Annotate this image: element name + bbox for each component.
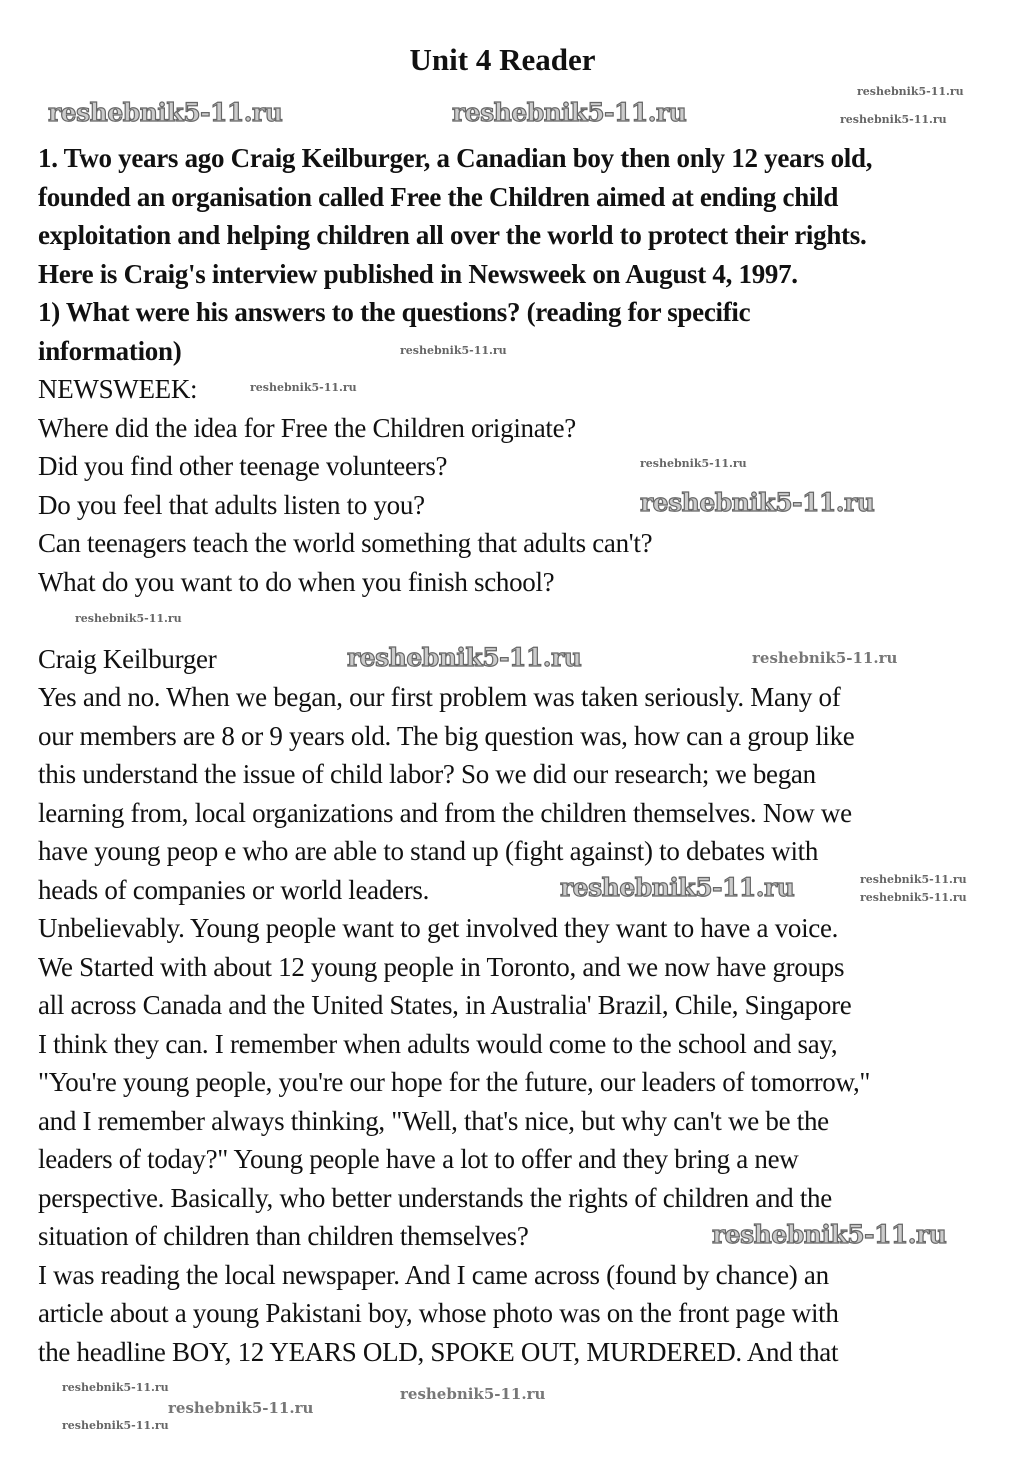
watermark: reshebnik5-11.ru	[400, 344, 507, 357]
questions-label: NEWSWEEK:	[38, 374, 198, 404]
task-line: Here is Craig's interview published in Newsweek on August 4, 1997.	[38, 258, 798, 289]
question: Did you find other teenage volunteers?	[38, 451, 448, 481]
watermark: reshebnik5-11.ru	[400, 1385, 546, 1403]
question: Can teenagers teach the world something that adults can't?	[38, 528, 653, 558]
watermark: reshebnik5-11.ru	[640, 457, 747, 470]
document-body	[38, 139, 875, 1371]
answer-line: I think they can. I remember when adults would come to the school and say,	[38, 1028, 838, 1059]
answer-line: have young peop e who are able to stand up (fight against) to debates with	[38, 836, 819, 866]
watermark: reshebnik5-11.ru	[857, 85, 964, 98]
answer-line: perspective. Basically, who better understands the rights of children and the	[38, 1182, 832, 1213]
task-line: 1) What were his answers to the questions? (reading for specific	[38, 297, 751, 327]
watermark: reshebnik5-11.ru	[560, 873, 795, 902]
answer-line: article about a young Pakistani boy, whose photo was on the front page with	[38, 1298, 839, 1328]
answer-line: heads of companies or world leaders.	[38, 874, 430, 905]
answer-line: situation of children than children themselves?	[38, 1221, 529, 1251]
answer-line: Unbelievably. Young people want to get involved they want to have a voice.	[38, 913, 839, 943]
watermark: reshebnik5-11.ru	[62, 1419, 169, 1432]
answer-line: this understand the issue of child labor? So we did our research; we began	[38, 759, 816, 789]
watermark: reshebnik5-11.ru	[840, 113, 947, 126]
answer-line: We Started with about 12 young people in Toronto, and we now have groups	[38, 951, 845, 982]
watermark: reshebnik5-11.ru	[168, 1399, 314, 1417]
watermark: reshebnik5-11.ru	[452, 98, 687, 127]
question: Do you feel that adults listen to you?	[38, 489, 425, 520]
answer-line: learning from, local organizations and from the children themselves. Now we	[38, 797, 852, 828]
watermark: reshebnik5-11.ru	[48, 98, 283, 127]
task-line: exploitation and helping children all over the world to protect their rights.	[38, 220, 867, 250]
watermark: reshebnik5-11.ru	[860, 873, 967, 886]
answer-line: all across Canada and the United States, in Australia' Brazil, Chile, Singapore	[38, 990, 852, 1020]
task-line: 1. Two years ago Craig Keilburger, a Canadian boy then only 12 years old,	[38, 143, 873, 173]
answer-line: and I remember always thinking, "Well, that's nice, but why can't we be the	[38, 1105, 829, 1136]
task-line: founded an organisation called Free the Children aimed at ending child	[38, 181, 839, 212]
answer-line: "You're young people, you're our hope for the future, our leaders of tomorrow,"	[38, 1067, 871, 1097]
watermark: reshebnik5-11.ru	[712, 1220, 947, 1249]
question: What do you want to do when you finish school?	[38, 566, 555, 597]
answer-line: leaders of today?" Young people have a lot to offer and they bring a new	[38, 1144, 799, 1174]
answer-line: I was reading the local newspaper. And I came across (found by chance) an	[38, 1259, 829, 1290]
question: Where did the idea for Free the Children originate?	[38, 412, 576, 443]
watermark: reshebnik5-11.ru	[250, 381, 357, 394]
watermark: reshebnik5-11.ru	[860, 891, 967, 904]
answer-line: Yes and no. When we began, our first problem was taken seriously. Many of	[38, 682, 841, 712]
watermark: reshebnik5-11.ru	[75, 612, 182, 625]
watermark: reshebnik5-11.ru	[62, 1381, 169, 1394]
task-line: information)	[38, 335, 182, 366]
watermark: reshebnik5-11.ru	[640, 488, 875, 517]
answer-line: the headline BOY, 12 YEARS OLD, SPOKE OUT, MURDERED. And that	[38, 1336, 839, 1367]
answer-line: our members are 8 or 9 years old. The big question was, how can a group like	[38, 720, 855, 751]
watermark: reshebnik5-11.ru	[752, 649, 898, 667]
page-title: Unit 4 Reader	[409, 42, 596, 77]
watermark: reshebnik5-11.ru	[347, 643, 582, 672]
answers-label: Craig Keilburger	[38, 643, 217, 674]
